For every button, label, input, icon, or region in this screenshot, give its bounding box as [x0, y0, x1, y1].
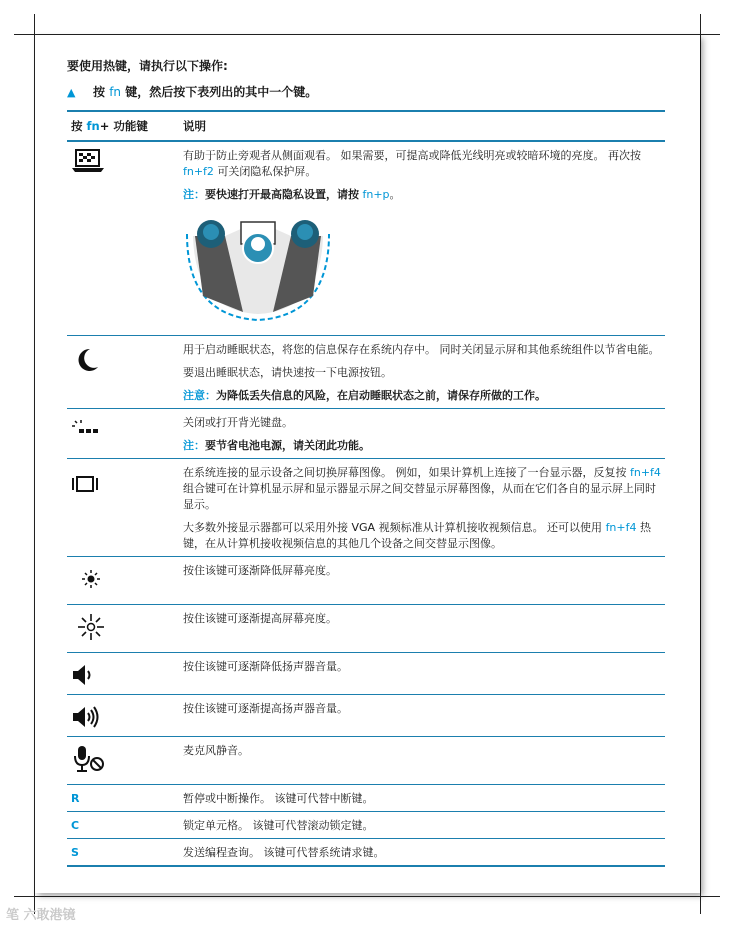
header-key: [67, 111, 179, 141]
key-cell: [67, 141, 179, 336]
step-after: 键，然后按下表列出的其中一个键。: [125, 85, 318, 99]
display-vga-b: 热键，在从计算机接收视频信息的其他几个设备之间交替显示图像。: [183, 521, 651, 550]
intro-text: 要使用热键，请执行以下操作:: [67, 59, 228, 73]
desc-cell: 按住该键可逐渐提高屏幕亮度。: [179, 605, 665, 653]
volume-down-icon: [71, 663, 97, 687]
header-key-fn: fn: [86, 119, 100, 133]
privacy-note-fn: fn+p: [362, 188, 390, 201]
backlight-note: [183, 438, 661, 454]
table-row-s: [67, 839, 665, 867]
desc-cell: 锁定单元格。 该键可代替滚动锁定键。: [179, 812, 665, 839]
display-desc: [183, 465, 661, 513]
desc-cell: 按住该键可逐渐提高扬声器音量。: [179, 695, 665, 737]
document-page: [35, 35, 700, 893]
step-fn: fn: [109, 85, 122, 99]
table-row-volume-down: [67, 653, 665, 695]
display-vga: [183, 520, 661, 552]
switch-display-icon: [71, 475, 101, 493]
display-vga-a: 大多数外接显示器都可以采用外接 VGA 视频标准从计算机接收视频信息。 还可以使用: [183, 521, 603, 534]
table-row-brightness-up: [67, 605, 665, 653]
desc-cell: [179, 459, 665, 557]
privacy-screen-icon: [71, 148, 105, 174]
volume-up-icon: [71, 705, 101, 729]
table-row-backlight: [67, 409, 665, 459]
table-row-mic-mute: [67, 737, 665, 785]
privacy-desc-b: 可关闭隐私保护屏。: [217, 165, 317, 178]
triangle-icon: ▲: [67, 86, 76, 99]
key-cell: [67, 605, 179, 653]
hotkey-table: [67, 110, 665, 867]
display-desc-a: 在系统连接的显示设备之间切换屏幕图像。 例如，如果计算机上连接了一台显示器，反复按: [183, 466, 627, 479]
backlight-desc: 关闭或打开背光键盘。: [183, 416, 293, 429]
desc-cell: 按住该键可逐渐降低扬声器音量。: [179, 653, 665, 695]
desc-cell: [179, 409, 665, 459]
brightness-down-icon: [79, 567, 103, 591]
table-header-row: [67, 111, 665, 141]
key-cell: [67, 409, 179, 459]
sleep-exit: 要退出睡眠状态，请快速按一下电源按钮。: [183, 366, 392, 379]
table-row-volume-up: [67, 695, 665, 737]
privacy-note: [183, 187, 661, 203]
desc-cell: 暂停或中断操作。 该键可代替中断键。: [179, 785, 665, 812]
header-desc: 说明: [179, 111, 665, 141]
caution-text: 为降低丢失信息的风险，在启动睡眠状态之前，请保存所做的工作。: [216, 389, 546, 402]
frame-line-right: [700, 14, 701, 914]
key-cell: [67, 812, 179, 839]
caution-label: 注意：: [183, 389, 216, 402]
desc-cell: 发送编程查询。 该键可代替系统请求键。: [179, 839, 665, 867]
key-cell: [67, 653, 179, 695]
display-vga-fn: fn+f4: [605, 521, 637, 534]
desc-cell: [179, 336, 665, 409]
table-row-privacy: [67, 141, 665, 336]
privacy-note-a: 要快速打开最高隐私设置，请按: [205, 188, 359, 201]
table-row-r: [67, 785, 665, 812]
privacy-desc: [183, 148, 661, 180]
table-row-brightness-down: [67, 557, 665, 605]
key-cell: [67, 695, 179, 737]
key-cell: [67, 839, 179, 867]
table-row-display: [67, 459, 665, 557]
note-label: 注：: [183, 188, 205, 201]
key-cell: [67, 459, 179, 557]
privacy-note-b: 。: [389, 188, 401, 201]
backlight-note-text: 要节省电池电源，请关闭此功能。: [205, 439, 370, 452]
key-letter-r: R: [71, 792, 80, 805]
key-cell: [67, 336, 179, 409]
key-letter-s: S: [71, 846, 79, 859]
header-key-suffix: + 功能键: [99, 119, 148, 133]
header-key-prefix: 按: [71, 119, 83, 133]
sleep-caution: [183, 388, 661, 404]
key-letter-c: C: [71, 819, 80, 832]
mic-mute-icon: [71, 745, 105, 773]
keyboard-backlight-icon: [71, 419, 103, 437]
table-row-c: [67, 812, 665, 839]
moon-icon: [71, 346, 101, 376]
desc-cell: [179, 141, 665, 336]
display-desc-b: 组合键可在计算机显示屏和显示器显示屏之间交替显示屏幕图像，从而在它们各自的显示屏上同时显示。: [183, 482, 656, 511]
key-cell: [67, 557, 179, 605]
desc-cell: 按住该键可逐渐降低屏幕亮度。: [179, 557, 665, 605]
page-content: [67, 57, 697, 867]
step-instruction: [67, 83, 697, 102]
privacy-illustration: [183, 216, 333, 326]
watermark: 笔 六敢港镜: [6, 908, 76, 923]
table-row-sleep: [67, 336, 665, 409]
frame-line-bottom: [14, 896, 720, 897]
key-cell: [67, 785, 179, 812]
privacy-fn: fn+f2: [183, 165, 214, 178]
display-fn: fn+f4: [630, 466, 661, 479]
key-cell: [67, 737, 179, 785]
desc-cell: 麦克风静音。: [179, 737, 665, 785]
sleep-desc: 用于启动睡眠状态，将您的信息保存在系统内存中。 同时关闭显示屏和其他系统组件以节省电能。: [183, 343, 660, 356]
note-label: 注：: [183, 439, 205, 452]
step-before: 按: [93, 85, 106, 99]
privacy-desc-a: 有助于防止旁观者从侧面观看。 如果需要，可提高或降低光线明亮或较暗环境的亮度。 再次按: [183, 149, 641, 162]
brightness-up-icon: [77, 613, 105, 641]
